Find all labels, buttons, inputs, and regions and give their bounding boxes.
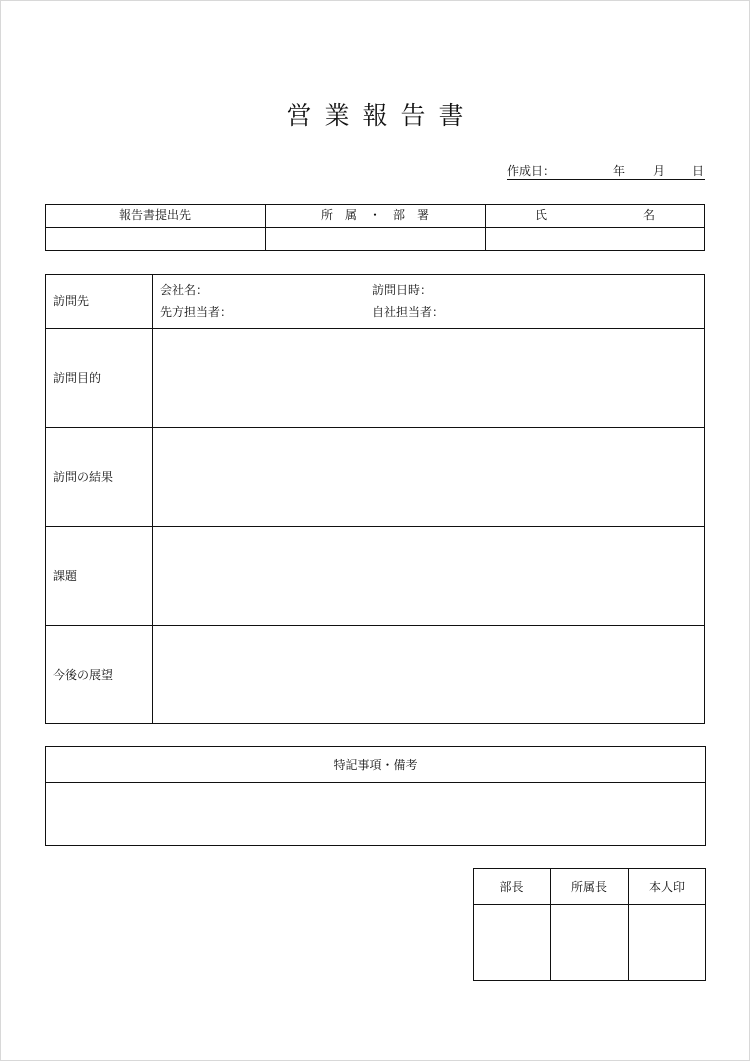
self-seal-cell[interactable] [629, 905, 705, 980]
approval-header-self-seal: 本人印 [648, 880, 685, 894]
submission-header-recipient: 報告書提出先 [118, 208, 191, 222]
submission-header-name: 氏 名 [534, 208, 655, 222]
approval-header-director: 部長 [499, 880, 524, 894]
visit-result-field[interactable] [154, 428, 704, 525]
document-title: 営業報告書 [286, 101, 477, 130]
issues-label: 課題 [53, 569, 78, 583]
remarks-field[interactable] [46, 783, 705, 845]
creation-date-field[interactable] [507, 161, 705, 180]
date-day-label: 日 [692, 164, 705, 178]
own-contact-label: 自社担当者： [372, 305, 445, 319]
issues-field[interactable] [154, 527, 704, 624]
approval-header-manager: 所属長 [570, 880, 607, 894]
client-contact-label: 先方担当者： [160, 305, 233, 319]
remarks-label: 特記事項・備考 [333, 758, 418, 772]
outlook-field[interactable] [154, 626, 704, 723]
date-month-label: 月 [653, 164, 666, 178]
date-label: 作成日： [507, 164, 556, 178]
visit-destination-label: 訪問先 [53, 294, 90, 308]
visit-datetime-label: 訪問日時： [372, 283, 433, 297]
visit-purpose-field[interactable] [154, 329, 704, 426]
submission-recipient-cell[interactable] [46, 228, 264, 250]
submission-header-department: 所 属 ・ 部 署 [320, 208, 429, 222]
outlook-label: 今後の展望 [53, 668, 114, 682]
visit-result-label: 訪問の結果 [53, 470, 114, 484]
visit-purpose-label: 訪問目的 [53, 371, 102, 385]
director-stamp-cell[interactable] [474, 905, 549, 980]
manager-stamp-cell[interactable] [551, 905, 627, 980]
company-name-label: 会社名： [160, 283, 209, 297]
submission-name-cell[interactable] [486, 228, 704, 250]
submission-department-cell[interactable] [266, 228, 484, 250]
date-year-label: 年 [613, 164, 626, 178]
